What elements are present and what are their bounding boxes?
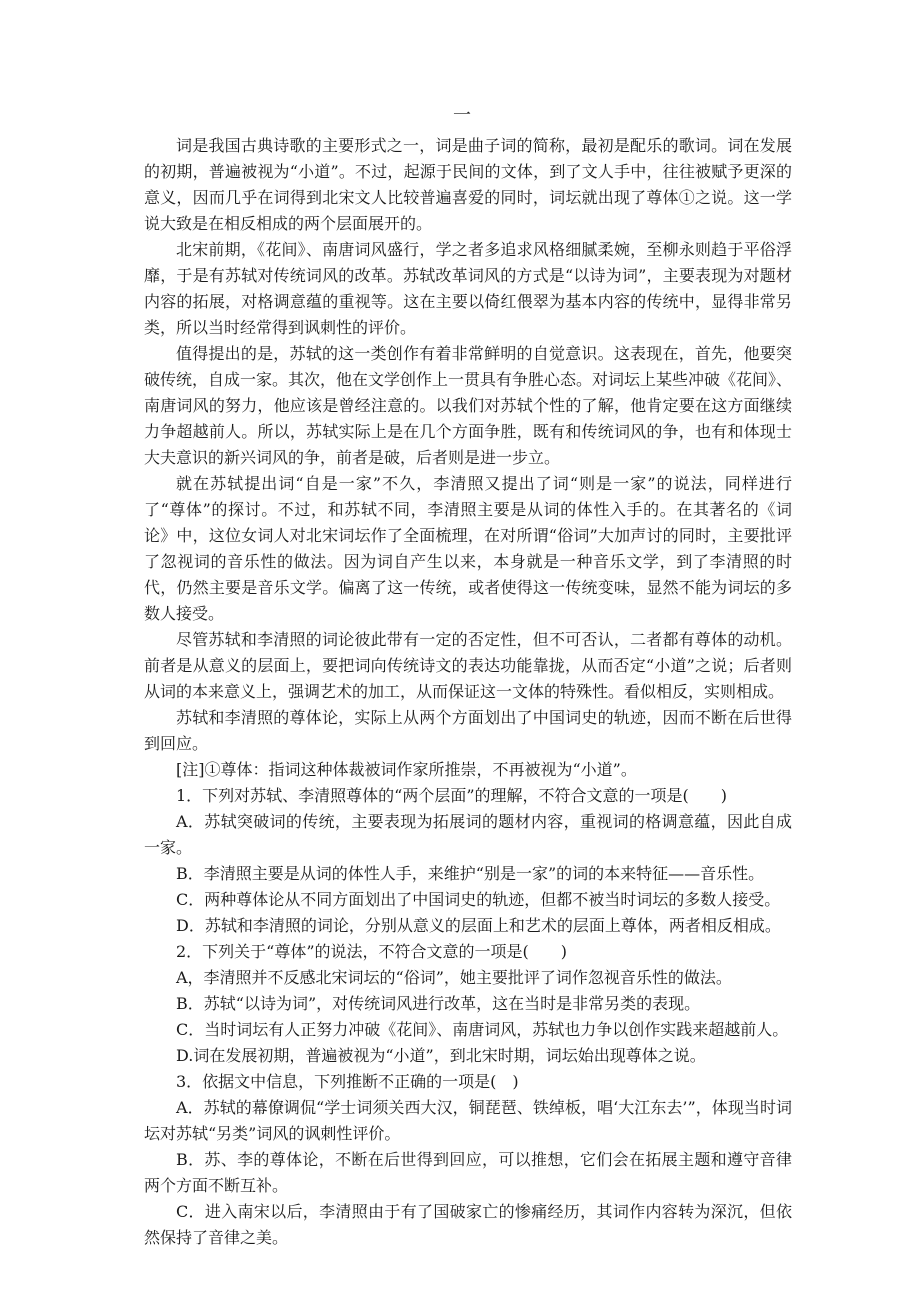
- passage-paragraph-5: 尽管苏轼和李清照的词论彼此带有一定的否定性，但不可否认，二者都有尊体的动机。前者是从意义的层面上，要把词向传统诗文的表达功能靠拢，从而否定“小道”之说；后者则从词的本来意义上，强调艺术的加工，从而保证这一文体的特殊性。看似相反，实则相成。: [144, 630, 792, 701]
- question-1-option-a: A．苏轼突破词的传统，主要表现为拓展词的题材内容，重视词的格调意蕴，因此自成一家。: [144, 812, 792, 857]
- question-1-option-b: B．李清照主要是从词的体性人手，来维护“别是一家”的词的本来特征——音乐性。: [176, 864, 765, 883]
- question-2-option-c: C．当时词坛有人正努力冲破《花间》、南唐词风，苏轼也力争以创作实践来超越前人。: [176, 1020, 789, 1039]
- passage-paragraph-2: 北宋前期，《花间》、南唐词风盛行，学之者多追求风格细腻柔婉，至柳永则趋于平俗浮靡，于是有苏轼对传统词风的改革。苏轼改革词风的方式是“以诗为词”，主要表现为对题材内容的拓展，对格调意蕴的重视等。这在主要以倚红偎翠为基本内容的传统中，显得非常另类，所以当时经常得到讽刺性的评价。: [144, 240, 792, 337]
- question-2-stem: 2．下列关于“尊体”的说法，不符合文意的一项是( ): [176, 942, 568, 961]
- passage-paragraph-3: 值得提出的是，苏轼的这一类创作有着非常鲜明的自觉意识。这表现在，首先，他要突破传统，自成一家。其次，他在文学创作上一贯具有争胜心态。对词坛上某些冲破《花间》、南唐词风的努力，他应该是曾经注意的。以我们对苏轼个性的了解，他肯定要在这方面继续力争超越前人。所以，苏轼实际上是在几个方面争胜，既有和传统词风的争，也有和体现士大夫意识的新兴词风的争，前者是破，后者则是进一步立。: [144, 344, 793, 467]
- passage-paragraph-6: 苏轼和李清照的尊体论，实际上从两个方面划出了中国词史的轨迹，因而不断在后世得到回应。: [144, 708, 792, 753]
- question-1-option-c: C．两种尊体论从不同方面划出了中国词史的轨迹，但都不被当时词坛的多数人接受。: [176, 890, 781, 909]
- question-2-option-b: B．苏轼“以诗为词”，对传统词风进行改革，这在当时是非常另类的表现。: [176, 994, 701, 1013]
- passage-paragraph-4: 就在苏轼提出词“自是一家”不久，李清照又提出了词“则是一家”的说法，同样进行了“尊体”的探讨。不过，和苏轼不同，李清照主要是从词的体性入手的。在其著名的《词论》中，这位女词人对北宋词坛作了全面梳理，在对所谓“俗词”大加声讨的同时，主要批评了忽视词的音乐性的做法。因为词自产生以来，本身就是一种音乐文学，到了李清照的时代，仍然主要是音乐文学。偏离了这一传统，或者使得这一传统变味，显然不能为词坛的多数人接受。: [144, 474, 792, 623]
- question-2-option-a: A，李清照并不反感北宋词坛的“俗词”，她主要批评了词作忽视音乐性的做法。: [176, 968, 732, 987]
- question-3-option-b: B．苏、李的尊体论，不断在后世得到回应，可以推想，它们会在拓展主题和遵守音律两个方面不断互补。: [144, 1150, 792, 1195]
- question-3-stem: 3．依据文中信息，下列推断不正确的一项是( ): [176, 1072, 519, 1091]
- footnote: [注]①尊体：指词这种体裁被词作家所推崇，不再被视为“小道”。: [176, 760, 637, 779]
- passage-paragraph-1: 词是我国古典诗歌的主要形式之一，词是曲子词的简称，最初是配乐的歌词。词在发展的初期，普遍被视为“小道”。不过，起源于民间的文体，到了文人手中，往往被赋予更深的意义，因而几乎在词得到北宋文人比较普遍喜爱的同时，词坛就出现了尊体①之说。这一学说大致是在相反相成的两个层面展开的。: [144, 136, 792, 233]
- question-1-stem: 1．下列对苏轼、李清照尊体的“两个层面”的理解，不符合文意的一项是( ): [176, 786, 728, 805]
- section-number: 一: [453, 105, 471, 126]
- question-3-option-a: A．苏轼的幕僚调侃“学士词须关西大汉，铜琵琶、铁绰板，唱‘大江东去’”，体现当时词坛对苏轼“另类”词风的讽刺性评价。: [144, 1098, 792, 1143]
- document-body: [144, 133, 792, 1251]
- question-1-option-d: D．苏轼和李清照的词论，分别从意义的层面上和艺术的层面上尊体，两者相反相成。: [176, 916, 781, 935]
- question-3-option-c: C．进入南宋以后，李清照由于有了国破家亡的惨痛经历，其词作内容转为深沉，但依然保持了音律之美。: [144, 1202, 792, 1247]
- question-2-option-d: D.词在发展初期，普遍被视为“小道”，到北宋时期，词坛始出现尊体之说。: [176, 1046, 706, 1065]
